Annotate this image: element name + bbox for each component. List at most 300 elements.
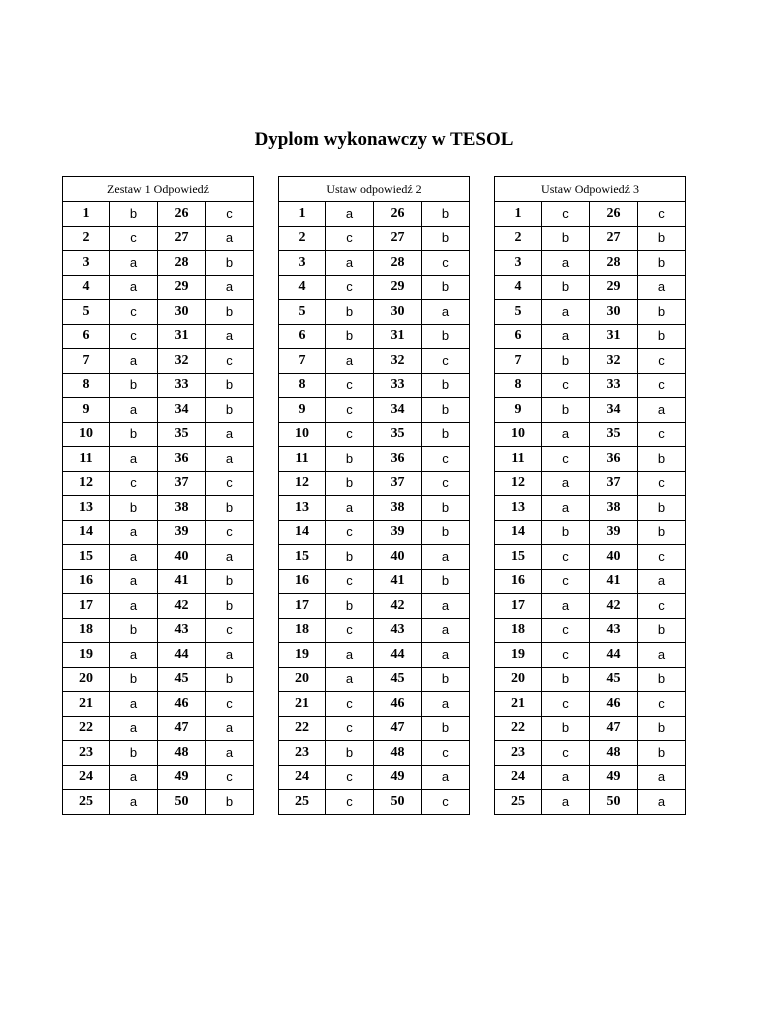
table-row (63, 422, 254, 447)
question-number: 8 (495, 373, 542, 398)
table-row (495, 398, 686, 423)
answer-letter: c (110, 471, 158, 496)
answer-letter: c (542, 692, 590, 717)
question-number: 40 (158, 545, 206, 570)
question-number: 50 (374, 790, 422, 815)
answer-letter: a (110, 716, 158, 741)
table-row (279, 251, 470, 276)
answer-letter: a (542, 300, 590, 325)
table-row (63, 447, 254, 472)
page-title: Dyplom wykonawczy w TESOL (254, 129, 514, 150)
question-number: 22 (63, 716, 110, 741)
table-row (279, 692, 470, 717)
answer-letter: a (110, 447, 158, 472)
answer-letter: a (542, 471, 590, 496)
question-number: 28 (374, 251, 422, 276)
question-number: 1 (279, 202, 326, 227)
answer-letter: c (326, 765, 374, 790)
answer-letter: c (206, 692, 254, 717)
answer-letter: a (542, 765, 590, 790)
question-number: 29 (158, 275, 206, 300)
answer-letter: b (638, 667, 686, 692)
table-row (63, 496, 254, 521)
question-number: 29 (590, 275, 638, 300)
answer-letter: c (422, 251, 470, 276)
answer-letter: b (110, 496, 158, 521)
question-number: 20 (63, 667, 110, 692)
question-number: 38 (590, 496, 638, 521)
table-row (495, 569, 686, 594)
question-number: 40 (374, 545, 422, 570)
question-number: 1 (495, 202, 542, 227)
question-number: 32 (158, 349, 206, 374)
answer-letter: c (206, 471, 254, 496)
answer-letter: b (422, 398, 470, 423)
answer-letter: a (422, 545, 470, 570)
answer-letter: b (638, 251, 686, 276)
table-row (495, 422, 686, 447)
answer-letter: b (542, 349, 590, 374)
answer-letter: b (638, 447, 686, 472)
table-row (495, 447, 686, 472)
answer-letter: c (326, 692, 374, 717)
answer-letter: a (638, 643, 686, 668)
table-row (495, 594, 686, 619)
table-row (495, 716, 686, 741)
question-number: 27 (590, 226, 638, 251)
table-row (279, 545, 470, 570)
question-number: 7 (63, 349, 110, 374)
table-row (279, 594, 470, 619)
answer-letter: a (110, 643, 158, 668)
answer-letter: a (422, 594, 470, 619)
question-number: 19 (279, 643, 326, 668)
question-number: 13 (279, 496, 326, 521)
question-number: 22 (495, 716, 542, 741)
answer-letter: b (422, 422, 470, 447)
answer-letter: b (110, 667, 158, 692)
question-number: 38 (374, 496, 422, 521)
table-row (63, 349, 254, 374)
question-number: 9 (279, 398, 326, 423)
question-number: 46 (374, 692, 422, 717)
question-number: 28 (158, 251, 206, 276)
question-number: 22 (279, 716, 326, 741)
answer-letter: b (206, 790, 254, 815)
question-number: 49 (590, 765, 638, 790)
table-row (63, 202, 254, 227)
answer-letter: c (326, 422, 374, 447)
question-number: 43 (158, 618, 206, 643)
question-number: 49 (158, 765, 206, 790)
answer-letter: a (638, 275, 686, 300)
table-row (279, 520, 470, 545)
question-number: 15 (63, 545, 110, 570)
question-number: 45 (590, 667, 638, 692)
question-number: 21 (279, 692, 326, 717)
answer-letter: b (422, 667, 470, 692)
question-number: 6 (495, 324, 542, 349)
question-number: 16 (63, 569, 110, 594)
answer-letter: c (206, 349, 254, 374)
question-number: 35 (590, 422, 638, 447)
answer-letter: b (326, 471, 374, 496)
question-number: 1 (63, 202, 110, 227)
answer-letter: b (638, 324, 686, 349)
answer-letter: c (638, 373, 686, 398)
question-number: 19 (495, 643, 542, 668)
question-number: 4 (63, 275, 110, 300)
question-number: 29 (374, 275, 422, 300)
answer-letter: c (542, 643, 590, 668)
table-row (279, 618, 470, 643)
question-number: 39 (590, 520, 638, 545)
answer-letter: a (326, 496, 374, 521)
table-row (495, 324, 686, 349)
answer-letter: a (110, 765, 158, 790)
question-number: 33 (590, 373, 638, 398)
question-number: 47 (590, 716, 638, 741)
answer-letter: b (542, 716, 590, 741)
answer-table-set-3 (494, 176, 686, 815)
answer-letter: b (110, 618, 158, 643)
question-number: 45 (158, 667, 206, 692)
table-row (279, 202, 470, 227)
answer-letter: c (638, 692, 686, 717)
answer-letter: a (326, 202, 374, 227)
question-number: 3 (495, 251, 542, 276)
table-row (63, 545, 254, 570)
answer-letter: c (638, 422, 686, 447)
answer-letter: c (326, 373, 374, 398)
question-number: 13 (495, 496, 542, 521)
answer-letter: b (638, 618, 686, 643)
answer-letter: a (206, 545, 254, 570)
answer-letter: a (422, 300, 470, 325)
table-row (279, 373, 470, 398)
table-header: Zestaw 1 Odpowiedź (63, 177, 254, 202)
answer-letter: a (110, 545, 158, 570)
question-number: 7 (279, 349, 326, 374)
question-number: 18 (279, 618, 326, 643)
answer-letter: a (206, 643, 254, 668)
table-row (63, 716, 254, 741)
table-row (63, 643, 254, 668)
table-row (279, 300, 470, 325)
question-number: 40 (590, 545, 638, 570)
answer-letter: b (638, 716, 686, 741)
table-row (279, 741, 470, 766)
answer-letter: b (638, 741, 686, 766)
question-number: 6 (63, 324, 110, 349)
question-number: 42 (374, 594, 422, 619)
answer-letter: b (542, 398, 590, 423)
question-number: 15 (279, 545, 326, 570)
question-number: 15 (495, 545, 542, 570)
answer-letter: c (542, 447, 590, 472)
answer-letter: b (110, 741, 158, 766)
answer-letter: c (542, 618, 590, 643)
answer-letter: a (422, 765, 470, 790)
table-row (63, 398, 254, 423)
question-number: 5 (495, 300, 542, 325)
answer-letter: c (110, 226, 158, 251)
question-number: 46 (590, 692, 638, 717)
answer-letter: c (638, 349, 686, 374)
question-number: 12 (279, 471, 326, 496)
question-number: 37 (374, 471, 422, 496)
question-number: 9 (63, 398, 110, 423)
answer-letter: c (110, 300, 158, 325)
table-row (63, 765, 254, 790)
question-number: 18 (63, 618, 110, 643)
question-number: 44 (590, 643, 638, 668)
table-row (63, 251, 254, 276)
table-row (63, 569, 254, 594)
answer-letter: a (326, 643, 374, 668)
question-number: 41 (590, 569, 638, 594)
table-row (279, 226, 470, 251)
question-number: 3 (279, 251, 326, 276)
answer-letter: a (110, 569, 158, 594)
question-number: 33 (374, 373, 422, 398)
question-number: 36 (590, 447, 638, 472)
answer-letter: a (110, 398, 158, 423)
table-row (495, 790, 686, 815)
answer-letter: a (206, 275, 254, 300)
question-number: 47 (158, 716, 206, 741)
table-row (63, 520, 254, 545)
table-row (279, 667, 470, 692)
question-number: 35 (158, 422, 206, 447)
answer-letter: a (422, 692, 470, 717)
question-number: 8 (279, 373, 326, 398)
answer-letter: b (638, 300, 686, 325)
answer-letter: c (422, 447, 470, 472)
question-number: 35 (374, 422, 422, 447)
table-row (63, 300, 254, 325)
question-number: 42 (158, 594, 206, 619)
question-number: 23 (63, 741, 110, 766)
table-row (495, 349, 686, 374)
table-row (495, 251, 686, 276)
answer-letter: a (422, 618, 470, 643)
table-header: Ustaw odpowiedź 2 (279, 177, 470, 202)
answer-letter: b (422, 226, 470, 251)
answer-letter: b (422, 569, 470, 594)
question-number: 9 (495, 398, 542, 423)
question-number: 12 (495, 471, 542, 496)
answer-letter: c (638, 202, 686, 227)
answer-letter: b (206, 594, 254, 619)
question-number: 34 (374, 398, 422, 423)
table-row (495, 373, 686, 398)
question-number: 32 (590, 349, 638, 374)
answer-letter: b (326, 741, 374, 766)
question-number: 46 (158, 692, 206, 717)
question-number: 2 (279, 226, 326, 251)
question-number: 32 (374, 349, 422, 374)
answer-letter: c (542, 569, 590, 594)
answer-letter: c (326, 520, 374, 545)
answer-letter: b (326, 324, 374, 349)
question-number: 27 (374, 226, 422, 251)
answer-letter: b (422, 496, 470, 521)
answer-letter: c (638, 545, 686, 570)
question-number: 6 (279, 324, 326, 349)
question-number: 24 (63, 765, 110, 790)
question-number: 5 (279, 300, 326, 325)
table-row (279, 643, 470, 668)
table-row (495, 741, 686, 766)
answer-letter: b (326, 594, 374, 619)
table-row (63, 618, 254, 643)
question-number: 7 (495, 349, 542, 374)
question-number: 25 (495, 790, 542, 815)
table-row (495, 202, 686, 227)
answer-letter: b (542, 275, 590, 300)
question-number: 18 (495, 618, 542, 643)
answer-letter: a (638, 765, 686, 790)
answer-letter: c (110, 324, 158, 349)
answer-letter: b (110, 422, 158, 447)
answer-letter: c (326, 226, 374, 251)
answer-letter: a (638, 790, 686, 815)
answer-letter: c (422, 790, 470, 815)
answer-letter: a (638, 569, 686, 594)
question-number: 8 (63, 373, 110, 398)
answer-letter: a (110, 275, 158, 300)
question-number: 2 (495, 226, 542, 251)
answer-letter: b (206, 667, 254, 692)
question-number: 25 (63, 790, 110, 815)
answer-letter: b (206, 496, 254, 521)
answer-letter: a (110, 520, 158, 545)
answer-letter: b (422, 202, 470, 227)
question-number: 13 (63, 496, 110, 521)
answer-letter: c (542, 741, 590, 766)
answer-letter: a (542, 496, 590, 521)
question-number: 28 (590, 251, 638, 276)
question-number: 17 (279, 594, 326, 619)
question-number: 25 (279, 790, 326, 815)
answer-letter: b (638, 520, 686, 545)
table-row (279, 765, 470, 790)
question-number: 14 (63, 520, 110, 545)
table-row (63, 226, 254, 251)
question-number: 41 (374, 569, 422, 594)
question-number: 43 (374, 618, 422, 643)
table-row (279, 471, 470, 496)
answer-letter: c (326, 569, 374, 594)
answer-letter: a (542, 422, 590, 447)
question-number: 21 (495, 692, 542, 717)
question-number: 23 (495, 741, 542, 766)
answer-letter: b (326, 300, 374, 325)
answer-letter: c (326, 275, 374, 300)
answer-letter: a (542, 251, 590, 276)
table-row (495, 618, 686, 643)
question-number: 41 (158, 569, 206, 594)
answer-letter: a (110, 349, 158, 374)
question-number: 49 (374, 765, 422, 790)
question-number: 50 (158, 790, 206, 815)
question-number: 27 (158, 226, 206, 251)
table-row (495, 496, 686, 521)
answer-letter: b (638, 496, 686, 521)
table-row (63, 692, 254, 717)
question-number: 20 (495, 667, 542, 692)
question-number: 30 (158, 300, 206, 325)
answer-letter: b (542, 667, 590, 692)
question-number: 26 (158, 202, 206, 227)
table-row (63, 324, 254, 349)
answer-letter: b (422, 275, 470, 300)
answer-letter: b (422, 373, 470, 398)
question-number: 36 (158, 447, 206, 472)
question-number: 36 (374, 447, 422, 472)
table-row (495, 300, 686, 325)
question-number: 5 (63, 300, 110, 325)
answer-letter: c (206, 618, 254, 643)
question-number: 50 (590, 790, 638, 815)
table-row (495, 692, 686, 717)
answer-letter: b (326, 447, 374, 472)
question-number: 39 (158, 520, 206, 545)
question-number: 16 (495, 569, 542, 594)
answer-letter: a (326, 667, 374, 692)
question-number: 11 (279, 447, 326, 472)
answer-letter: c (422, 349, 470, 374)
answer-letter: b (206, 398, 254, 423)
answer-letter: b (206, 373, 254, 398)
answer-letter: b (422, 324, 470, 349)
table-row (495, 643, 686, 668)
answer-letter: a (206, 716, 254, 741)
answer-letter: b (542, 520, 590, 545)
answer-letter: c (422, 471, 470, 496)
question-number: 26 (374, 202, 422, 227)
question-number: 30 (590, 300, 638, 325)
table-row (63, 594, 254, 619)
table-row (63, 275, 254, 300)
table-row (279, 275, 470, 300)
answer-table-set-1 (62, 176, 254, 815)
question-number: 4 (279, 275, 326, 300)
table-row (279, 716, 470, 741)
question-number: 14 (279, 520, 326, 545)
answer-letter: c (542, 373, 590, 398)
answer-letter: a (542, 594, 590, 619)
question-number: 3 (63, 251, 110, 276)
question-number: 34 (158, 398, 206, 423)
answer-letter: b (542, 226, 590, 251)
answer-table-set-2 (278, 176, 470, 815)
table-row (279, 324, 470, 349)
table-header: Ustaw Odpowiedź 3 (495, 177, 686, 202)
question-number: 45 (374, 667, 422, 692)
question-number: 48 (590, 741, 638, 766)
answer-letter: a (326, 349, 374, 374)
answer-letter: c (542, 545, 590, 570)
answer-letter: b (110, 373, 158, 398)
question-number: 12 (63, 471, 110, 496)
answer-letter: a (638, 398, 686, 423)
answer-letter: c (638, 471, 686, 496)
answer-letter: c (206, 765, 254, 790)
answer-letter: a (206, 324, 254, 349)
answer-letter: b (638, 226, 686, 251)
